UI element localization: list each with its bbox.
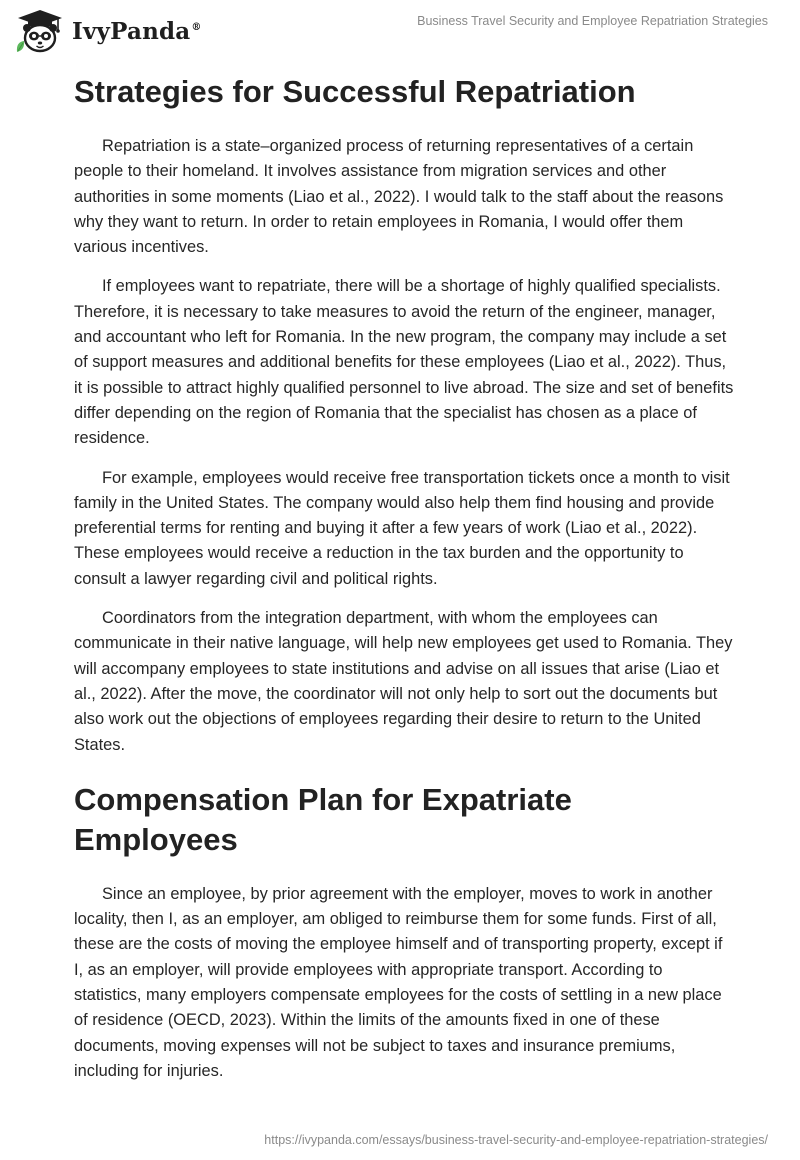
section-heading-repatriation: Strategies for Successful Repatriation (74, 74, 636, 109)
paragraph: For example, employees would receive free transportation tickets once a month to visit family in the United States. The company would also help them find housing and provide preferential terms for renting and buying it after a few years of work (Liao et al., 2022). These employees would receive a reduction in the tax burden and the opportunity to consult a lawyer regarding civil and political rights. (74, 468, 730, 588)
source-url-link[interactable]: https://ivypanda.com/essays/business-travel-security-and-employee-repatriation-strategies/ (264, 1133, 768, 1147)
panda-graduate-logo-icon (14, 8, 66, 54)
document-title: Business Travel Security and Employee Repatriation Strategies (417, 14, 768, 28)
paragraph: Coordinators from the integration department, with whom the employees can communicate in their native language, will help new employees get used to Romania. They will accompany employees to state institutions and advise on all issues that arise (Liao et al., 2022). After the move, the coordinator will not only help to sort out the documents but also work out the objections of employees regarding their desire to return to the United States. (74, 609, 733, 754)
logo-wordmark: IvyPanda® (72, 17, 202, 45)
page-header (0, 0, 800, 60)
ivypanda-logo[interactable] (14, 8, 202, 54)
paragraph: If employees want to repatriate, there will be a shortage of highly qualified specialists. Therefore, it is necessary to take measures to avoid the return of the engineer, manager, and accountant who left for Romania. In the new program, the company may include a set of support measures and additional benefits for these employees (Liao et al., 2022). Thus, it is possible to attract highly qualified personnel to live abroad. The size and set of benefits differ depending on the region of Romania that the specialist has chosen as a place of residence. (74, 277, 734, 448)
essay-content (74, 68, 734, 1098)
registered-mark: ® (191, 21, 202, 33)
section-heading-compensation: Compensation Plan for Expatriate Employees (74, 781, 572, 857)
paragraph: Since an employee, by prior agreement with the employer, moves to work in another locality, then I, as an employer, am obliged to reimburse them for some funds. First of all, these are the costs of moving the employee himself and of transporting property, except if I, as an employer, will provide employees with appropriate transport. According to statistics, many employers compensate employees for the costs of settling in a new place of residence (OECD, 2023). Within the limits of the amounts fixed in one of these documents, moving expenses will not be subject to taxes and insurance premiums, including for injuries. (74, 884, 723, 1080)
paragraph: Repatriation is a state–organized process of returning representatives of a certain people to their homeland. It involves assistance from migration services and other authorities in some moments (Liao et al., 2022). I would talk to the staff about the reasons why they want to return. In order to retain employees in Romania, I would offer them various incentives. (74, 137, 724, 257)
